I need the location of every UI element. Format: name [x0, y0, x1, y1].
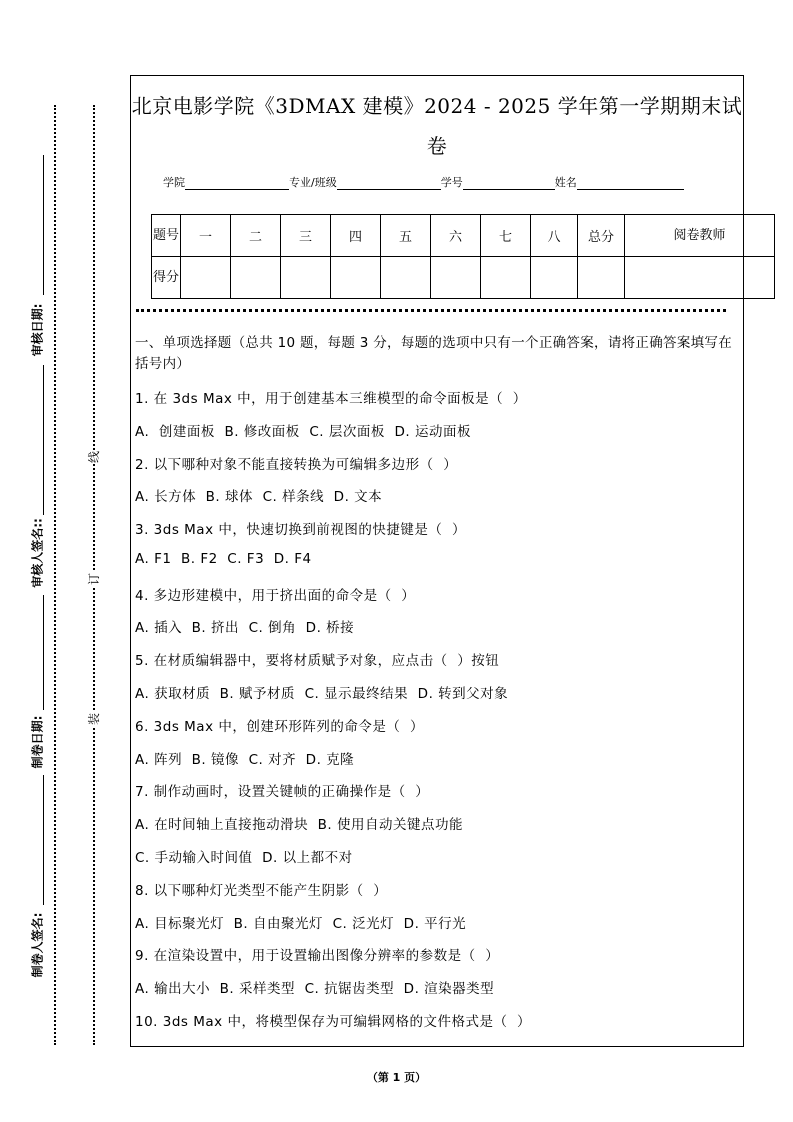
- options-7a: A. 在时间轴上直接拖动滑块 B. 使用自动关键点功能: [135, 817, 464, 833]
- student-info-row: [163, 174, 684, 190]
- make-date-line: [43, 595, 44, 710]
- score-cell[interactable]: [181, 257, 231, 299]
- options-1: A. 创建面板 B. 修改面板 C. 层次面板 D. 运动面板: [135, 424, 471, 440]
- score-cell[interactable]: [281, 257, 331, 299]
- question-9: 9. 在渲染设置中，用于设置输出图像分辨率的参数是（ ）: [135, 948, 500, 964]
- options-5: A. 获取材质 B. 赋予材质 C. 显示最终结果 D. 转到父对象: [135, 686, 509, 702]
- cut-mark-bind: 订: [87, 573, 101, 586]
- score-col-header: 三: [281, 215, 331, 257]
- exam-title: 北京电影学院《3DMAX 建模》2024 - 2025 学年第一学期期末试: [131, 94, 743, 118]
- score-cell[interactable]: [231, 257, 281, 299]
- college-field[interactable]: [185, 177, 289, 190]
- score-cell[interactable]: [481, 257, 531, 299]
- question-8: 8. 以下哪种灯光类型不能产生阴影（ ）: [135, 883, 388, 899]
- reviewer-header: 阅卷教师: [625, 215, 775, 257]
- score-table: [151, 214, 775, 299]
- question-4: 4. 多边形建模中，用于挤出面的命令是（ ）: [135, 588, 416, 604]
- score-cell[interactable]: [578, 257, 625, 299]
- options-7b: C. 手动输入时间值 D. 以上都不对: [135, 850, 353, 866]
- student-id-field[interactable]: [463, 177, 555, 190]
- score-col-header: 二: [231, 215, 281, 257]
- options-6: A. 阵列 B. 镜像 C. 对齐 D. 克隆: [135, 752, 355, 768]
- score-col-header: 五: [381, 215, 431, 257]
- score-col-header: 总分: [578, 215, 625, 257]
- score-cell[interactable]: [531, 257, 578, 299]
- page-number: （第 1 页）: [366, 1071, 427, 1084]
- question-2: 2. 以下哪种对象不能直接转换为可编辑多边形（ ）: [135, 457, 458, 473]
- question-6: 6. 3ds Max 中，创建环形阵列的命令是（ ）: [135, 719, 424, 735]
- cut-mark-line: 线: [87, 451, 101, 464]
- major-class-field[interactable]: [337, 177, 441, 190]
- options-9: A. 输出大小 B. 采样类型 C. 抗锯齿类型 D. 渲染器类型: [135, 981, 495, 997]
- section-heading: 一、单项选择题（总共 10 题，每题 3 分，每题的选项中只有一个正确答案，请将正确答案填写在括号内）: [135, 335, 733, 372]
- score-col-header: 七: [481, 215, 531, 257]
- options-3: A. F1 B. F2 C. F3 D. F4: [135, 551, 312, 567]
- score-col-header: 八: [531, 215, 578, 257]
- question-10: 10. 3ds Max 中，将模型保存为可编辑网格的文件格式是（ ）: [135, 1014, 532, 1030]
- score-col-header: 一: [181, 215, 231, 257]
- question-5: 5. 在材质编辑器中，要将材质赋予对象，应点击（ ）按钮: [135, 653, 500, 669]
- score-cell[interactable]: [381, 257, 431, 299]
- cut-mark-pack: 装: [87, 713, 101, 726]
- score-cell[interactable]: [331, 257, 381, 299]
- student-id-label: 学号: [440, 176, 463, 189]
- options-4: A. 插入 B. 挤出 C. 倒角 D. 桥接: [135, 620, 355, 636]
- question-3: 3. 3ds Max 中，快速切换到前视图的快捷键是（ ）: [135, 522, 466, 538]
- options-2: A. 长方体 B. 球体 C. 样条线 D. 文本: [135, 489, 383, 505]
- reviewer-cell[interactable]: [625, 257, 775, 299]
- review-date-line: [43, 155, 44, 295]
- name-field[interactable]: [577, 177, 684, 190]
- options-8: A. 目标聚光灯 B. 自由聚光灯 C. 泛光灯 D. 平行光: [135, 916, 467, 932]
- name-label: 姓名: [554, 176, 577, 189]
- question-7: 7. 制作动画时，设置关键帧的正确操作是（ ）: [135, 784, 430, 800]
- section-separator: [136, 309, 726, 312]
- score-cell[interactable]: [431, 257, 481, 299]
- score-col-header: 六: [431, 215, 481, 257]
- question-1: 1. 在 3ds Max 中，用于创建基本三维模型的命令面板是（ ）: [135, 391, 527, 407]
- reviewer-sign-line: [43, 365, 44, 515]
- major-class-label: 专业/班级: [289, 176, 337, 189]
- college-label: 学院: [163, 176, 185, 189]
- exam-title-continued: 卷: [426, 134, 448, 158]
- maker-sign-line: [43, 775, 44, 905]
- margin-dotted-line: [54, 105, 56, 1045]
- score-row-header: 得分: [152, 257, 181, 299]
- score-col-header: 四: [331, 215, 381, 257]
- question-number-header: 题号: [152, 215, 181, 257]
